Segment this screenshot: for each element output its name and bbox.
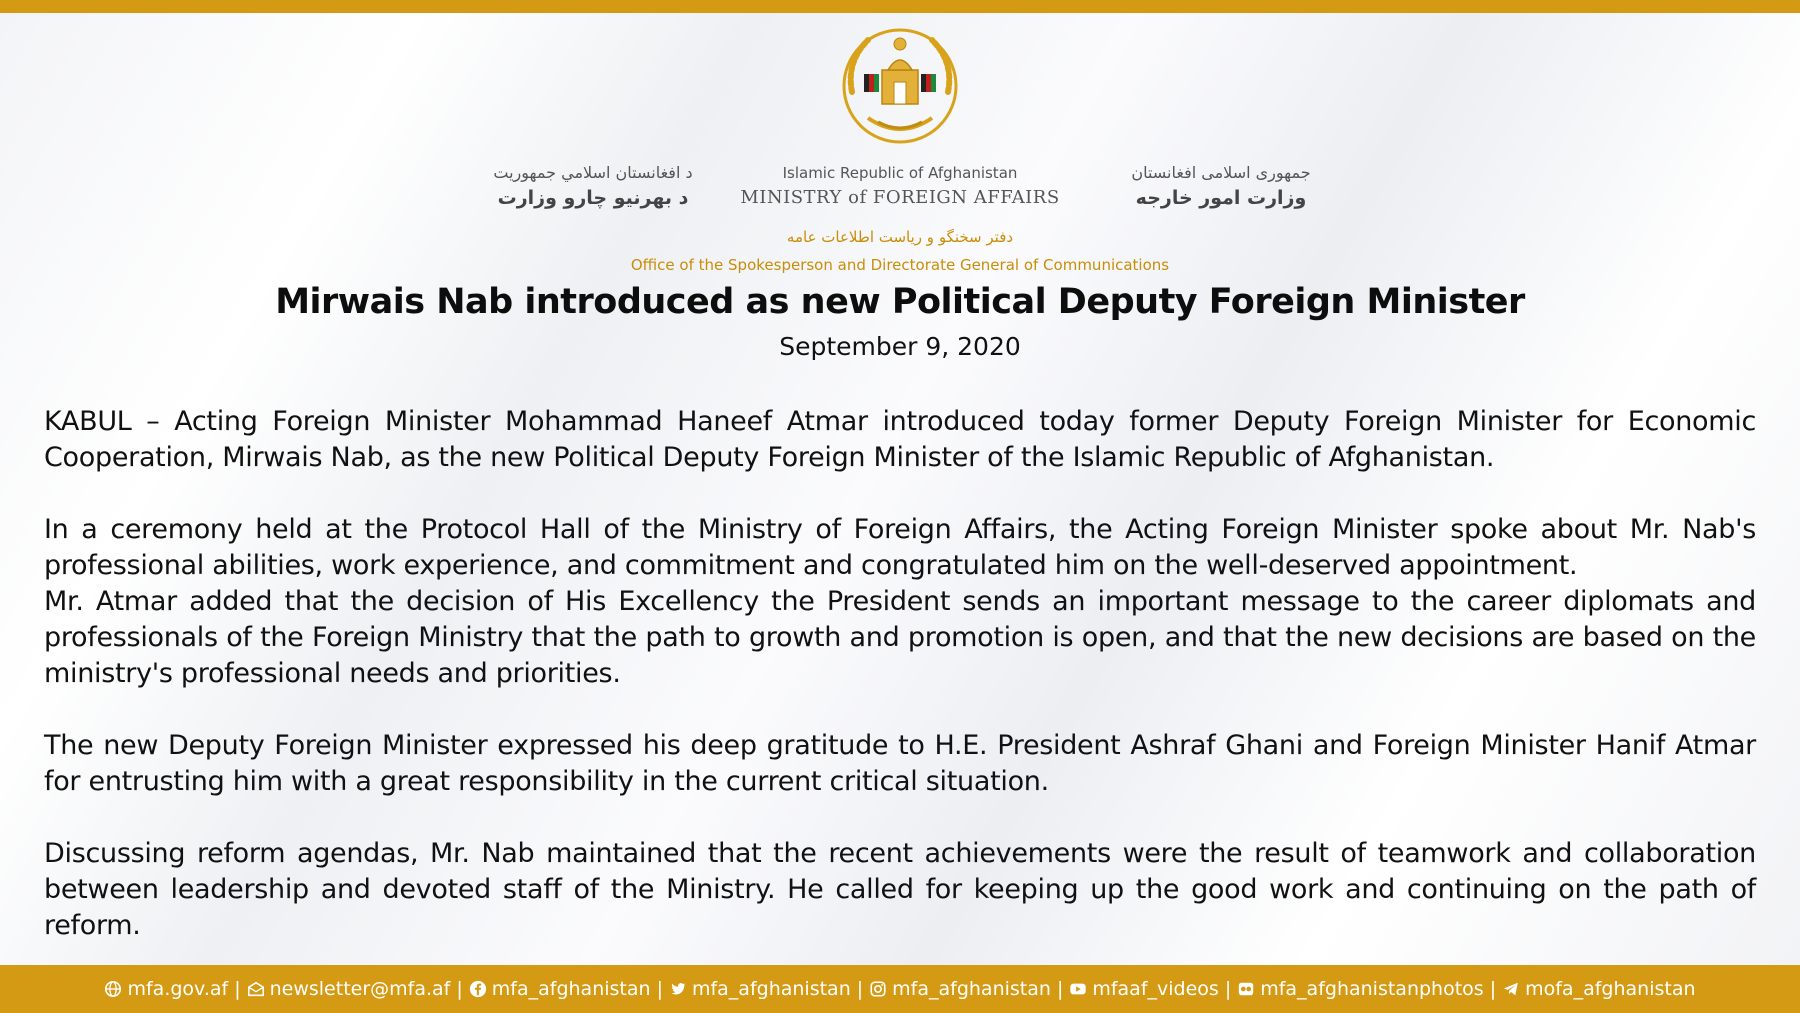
top-accent-bar (0, 0, 1800, 13)
header-dari-line1: جمهوری اسلامی افغانستان (1131, 163, 1311, 182)
footer-separator: | (656, 978, 663, 1000)
footer-separator: | (1056, 978, 1064, 1000)
flickr-icon (1237, 980, 1255, 998)
header-dari-line2: وزارت امور خارجه (1135, 187, 1307, 209)
press-release-date: September 9, 2020 (779, 332, 1021, 361)
paragraph-3: The new Deputy Foreign Minister expressed his deep gratitude to H.E. President Ashraf Ghani and Foreign Minister Hanif Atmar for entrusting him with a great responsibility in the current critical situation. (44, 730, 1756, 797)
youtube-icon (1069, 980, 1087, 998)
facebook-icon (469, 980, 487, 998)
paragraph-2-part-1: In a ceremony held at the Protocol Hall of the Ministry of Foreign Affairs, the Acting Foreign Minister spoke about Mr. Nab's professional abilities, work experience, and commitment and congratulated him on the well-deserved appointment. (44, 514, 1756, 581)
paragraph-2 (44, 512, 1756, 692)
office-title-english: Office of the Spokesperson and Directorate General of Communications (630, 256, 1170, 274)
footer-instagram[interactable] (869, 978, 1051, 1000)
envelope-icon (247, 980, 265, 998)
footer-facebook[interactable] (469, 978, 651, 1000)
header-pashto (468, 162, 718, 212)
instagram-icon (869, 980, 887, 998)
header-pashto-line1: د افغانستان اسلامي جمهوریت (493, 163, 693, 182)
paragraph-1: KABUL – Acting Foreign Minister Mohammad Haneef Atmar introduced today former Deputy Foreign Minister for Economic Cooperation, Mirwais Nab, as the new Political Deputy Foreign Minister of the Islamic Republic of Afghanistan. (44, 406, 1756, 473)
footer-website[interactable] (104, 978, 228, 1000)
press-release-title: Mirwais Nab introduced as new Political Deputy Foreign Minister (275, 282, 1525, 322)
footer-website-label: mfa.gov.af (127, 978, 229, 1000)
footer-instagram-label: mfa_afghanistan (892, 978, 1051, 1000)
header-english (720, 162, 1080, 212)
footer-twitter-label: mfa_afghanistan (691, 978, 851, 1000)
footer-separator: | (1489, 978, 1497, 1000)
footer-separator: | (234, 978, 241, 1000)
telegram-icon (1502, 980, 1520, 998)
footer-flickr-label: mfa_afghanistanphotos (1260, 978, 1484, 1000)
press-release-body (44, 404, 1756, 980)
footer-email-label: newsletter@mfa.af (269, 978, 451, 1000)
paragraph-4: Discussing reform agendas, Mr. Nab maintained that the recent achievements were the result of teamwork and collaboration between leadership and devoted staff of the Ministry. He called for keeping up the good work and continuing on the path of reform. (44, 838, 1756, 941)
office-title-dari: دفتر سخنگو و ریاست اطلاعات عامه (786, 228, 1014, 246)
header-pashto-line2: د بهرنیو چارو وزارت (497, 187, 689, 209)
footer-telegram[interactable] (1502, 978, 1695, 1000)
globe-icon (104, 980, 122, 998)
paragraph-2-part-2: Mr. Atmar added that the decision of His Excellency the President sends an important message to the career diplomats and professionals of the Foreign Ministry that the path to growth and promotion is open, and that the new decisions are based on the ministry's professional needs and priorities. (44, 586, 1756, 689)
footer-separator: | (1224, 978, 1232, 1000)
header-english-line2: MINISTRY of FOREIGN AFFAIRS (740, 187, 1060, 208)
footer-youtube-label: mfaaf_videos (1092, 978, 1219, 1000)
afghanistan-emblem-icon (838, 22, 962, 148)
footer-youtube[interactable] (1069, 978, 1218, 1000)
footer-separator: | (456, 978, 463, 1000)
footer-email[interactable] (247, 978, 451, 1000)
twitter-icon (669, 980, 687, 998)
footer-telegram-label: mofa_afghanistan (1525, 978, 1696, 1000)
header-dari (1096, 162, 1346, 212)
footer-twitter[interactable] (669, 978, 851, 1000)
footer-contact-bar (0, 965, 1800, 1013)
header-english-line1: Islamic Republic of Afghanistan (782, 164, 1018, 182)
footer-flickr[interactable] (1237, 978, 1483, 1000)
footer-separator: | (856, 978, 864, 1000)
footer-facebook-label: mfa_afghanistan (491, 978, 651, 1000)
